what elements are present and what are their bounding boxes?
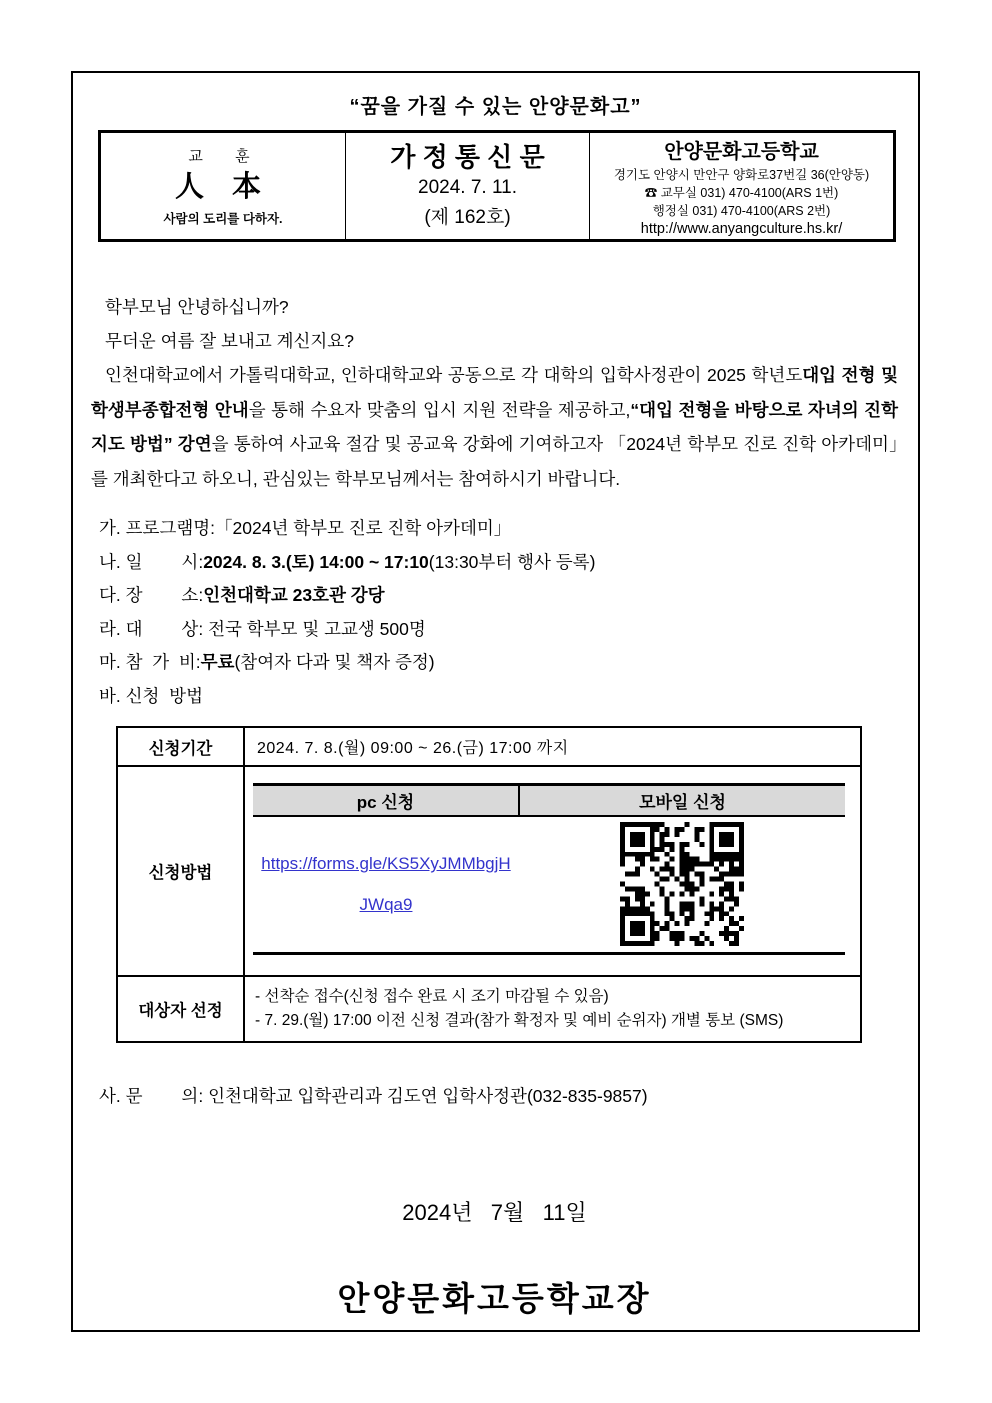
link-line-1[interactable]: https://forms.gle/KS5XyJMMbgjH <box>261 854 511 874</box>
pc-apply-header: pc 신청 <box>253 785 519 816</box>
table-row-selection <box>117 976 861 1042</box>
issue-date: 2024년 7월 11일 <box>402 1200 587 1225</box>
contact-line <box>91 1083 898 1108</box>
selection-label: 대상자 선정 <box>117 976 244 1042</box>
table-row-period <box>117 727 861 766</box>
table-row-method <box>117 766 861 976</box>
school-name: 안양문화고등학교 <box>664 141 819 163</box>
method-cell <box>244 766 861 976</box>
mobile-apply-cell <box>519 816 845 954</box>
motto-subtitle: 사람의 도리를 다하자. <box>163 211 283 226</box>
application-table <box>116 726 862 1043</box>
list-item-location: 다. 장 소:인천대학교 23호관 강당 <box>99 585 385 605</box>
intro-text-1: 인천대학교에서 가톨릭대학교, 인하대학교와 공동으로 각 대학의 입학사정관이 2025 학년도 <box>105 365 803 385</box>
list-item-datetime: 나. 일 시:2024. 8. 3.(토) 14:00 ~ 17:10(13:30부터 행사 등록) <box>99 551 596 572</box>
list-item-fee: 마. 참 가 비:무료(참여자 다과 및 책자 증정) <box>99 652 435 672</box>
admin-phone: 행정실 031) 470-4100(ARS 2번) <box>652 204 831 218</box>
greeting-line-1: 학부모님 안녕하십니까? <box>105 297 289 317</box>
school-info-cell <box>590 133 893 239</box>
info-list <box>91 512 898 713</box>
list-item-program: 가. 프로그램명:「2024년 학부모 진로 진학 아카데미」 <box>99 518 512 538</box>
greeting-line-2: 무더운 여름 잘 보내고 계신지요? <box>105 331 354 351</box>
principal-signature: 안양문화고등학교장 <box>337 1280 652 1317</box>
selection-cell <box>244 976 861 1042</box>
pc-apply-cell <box>253 816 519 954</box>
list-item-target: 라. 대 상: 전국 학부모 및 고교생 500명 <box>99 618 426 639</box>
intro-bold-1: 대입 전형 및 학생부종합전형 안내 <box>91 365 898 420</box>
document-number: (제 162호) <box>424 206 511 228</box>
channel-body-row <box>253 816 845 954</box>
selection-line-1: - 선착순 접수(신청 접수 완료 시 조기 마감될 수 있음) <box>255 988 609 1005</box>
motto-cell <box>101 133 346 239</box>
period-value: 2024. 7. 8.(월) 09:00 ~ 26.(금) 17:00 까지 <box>244 727 861 766</box>
school-address: 경기도 안양시 만안구 양화로37번길 36(안양동) <box>613 168 870 182</box>
motto-label: 교 훈 <box>188 148 258 166</box>
channel-header-row <box>253 785 845 816</box>
contact-prefix: 사. 문 의: <box>99 1086 204 1106</box>
contact-detail: 인천대학교 입학관리과 김도연 입학사정관(032-835-9857) <box>203 1086 648 1106</box>
doc-title-cell <box>346 133 590 239</box>
apply-form-link[interactable] <box>261 843 510 925</box>
link-line-2[interactable]: JWqa9 <box>359 895 413 915</box>
intro-text-2: 을 통해 수요자 맞춤의 입시 지원 전략을 제공하고, <box>248 399 631 420</box>
qr-code <box>620 822 744 946</box>
intro-bold-2: “대입 전형을 바탕으로 자녀의 진학 지도 방법” 강연 <box>91 399 898 454</box>
motto-main: 人 本 <box>174 171 272 204</box>
period-label: 신청기간 <box>117 727 244 766</box>
mobile-apply-header: 모바일 신청 <box>519 785 845 816</box>
newsletter-page <box>71 71 920 1332</box>
greeting-block <box>91 290 898 496</box>
header-table <box>98 130 896 242</box>
document-type: 가 정 통 신 문 <box>390 142 545 173</box>
list-item-apply-method: 바. 신청 방법 <box>99 685 203 706</box>
school-slogan: “꿈을 가질 수 있는 안양문화고” <box>349 96 642 118</box>
school-website: http://www.anyangculture.hs.kr/ <box>640 221 843 237</box>
office-phone <box>645 184 839 202</box>
document-date: 2024. 7. 11. <box>418 176 517 198</box>
phone-icon: ☎ <box>644 186 658 200</box>
body-content <box>73 290 918 1320</box>
office-phone-text: 교무실 031) 470-4100(ARS 1번) <box>657 186 839 200</box>
intro-paragraph <box>91 358 898 496</box>
selection-line-2: - 7. 29.(월) 17:00 이전 신청 결과(참가 확정자 및 예비 순위자) 개별 통보 (SMS) <box>255 1012 784 1029</box>
apply-channels-table <box>253 783 845 955</box>
method-label: 신청방법 <box>117 766 244 976</box>
intro-text-3: 을 통하여 사교육 절감 및 공교육 강화에 기여하고자 「2024년 학부모 진로 진학 아카데미」를 개최한다고 하오니, 관심있는 학부모님께서는 참여하시기 바랍니다. <box>91 434 899 489</box>
